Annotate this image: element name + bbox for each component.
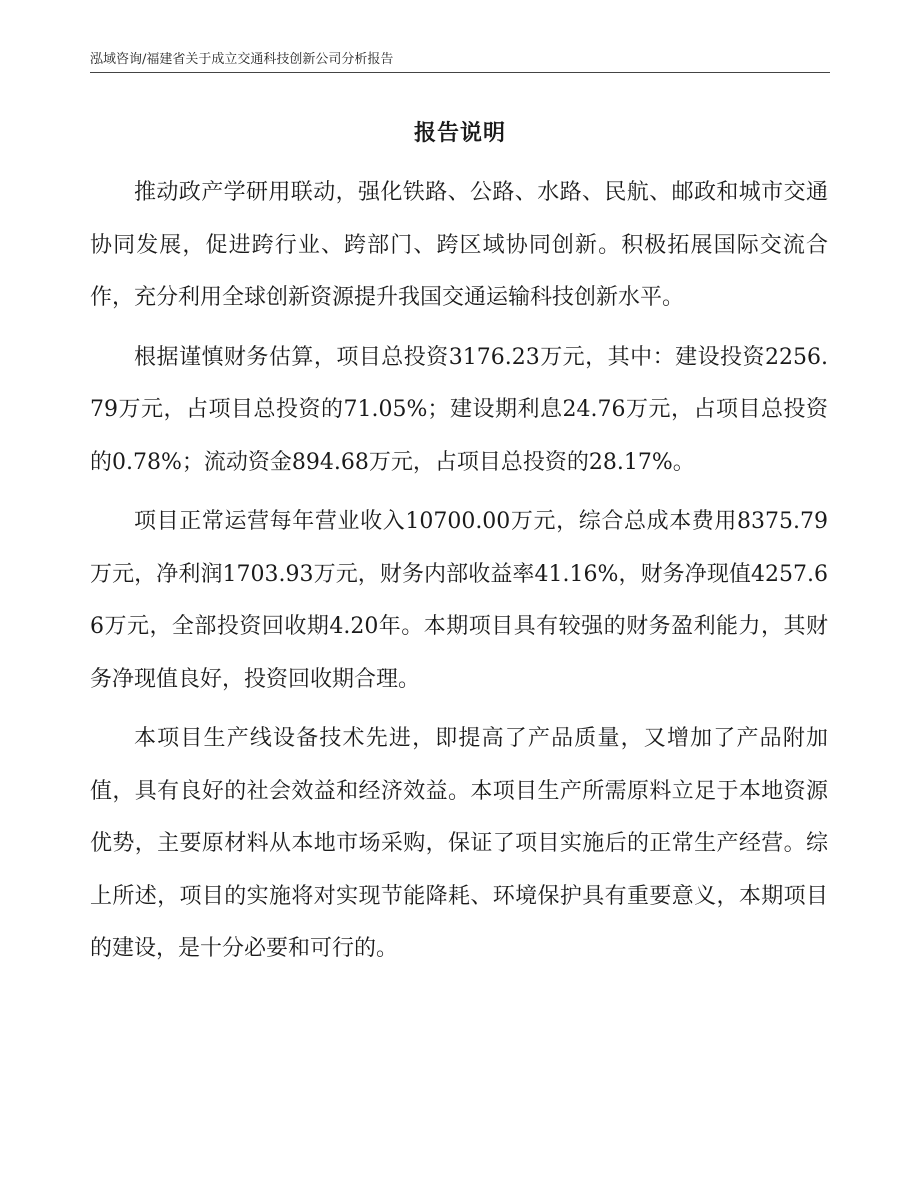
header-divider (90, 72, 830, 73)
paragraph-intro: 推动政产学研用联动，强化铁路、公路、水路、民航、邮政和城市交通协同发展，促进跨行业、跨部门、跨区域协同创新。积极拓展国际交流合作，充分利用全球创新资源提升我国交通运输科技创新水平。 (90, 180, 828, 310)
paragraph-investment: 根据谨慎财务估算，项目总投资3176.23万元，其中：建设投资2256.79万元，占项目总投资的71.05%；建设期利息24.76万元，占项目总投资的0.78%；流动资金894.68万元，占项目总投资的28.17%。 (90, 344, 828, 475)
page-title: 报告说明 (413, 120, 506, 146)
paragraph-revenue: 项目正常运营每年营业收入10700.00万元，综合总成本费用8375.79万元，净利润1703.93万元，财务内部收益率41.16%，财务净现值4257.66万元，全部投资回收期4.20年。本期项目具有较强的财务盈利能力，其财务净现值良好，投资回收期合理。 (90, 509, 828, 692)
document-body (90, 167, 828, 983)
running-header: 泓域咨询/福建省关于成立交通科技创新公司分析报告 (90, 52, 394, 67)
paragraph-conclusion: 本项目生产线设备技术先进，即提高了产品质量，又增加了产品附加值，具有良好的社会效益和经济效益。本项目生产所需原料立足于本地资源优势，主要原材料从本地市场采购，保证了项目实施后的正常生产经营。综上所述，项目的实施将对实现节能降耗、环境保护具有重要意义，本期项目的建设，是十分必要和可行的。 (90, 726, 828, 961)
